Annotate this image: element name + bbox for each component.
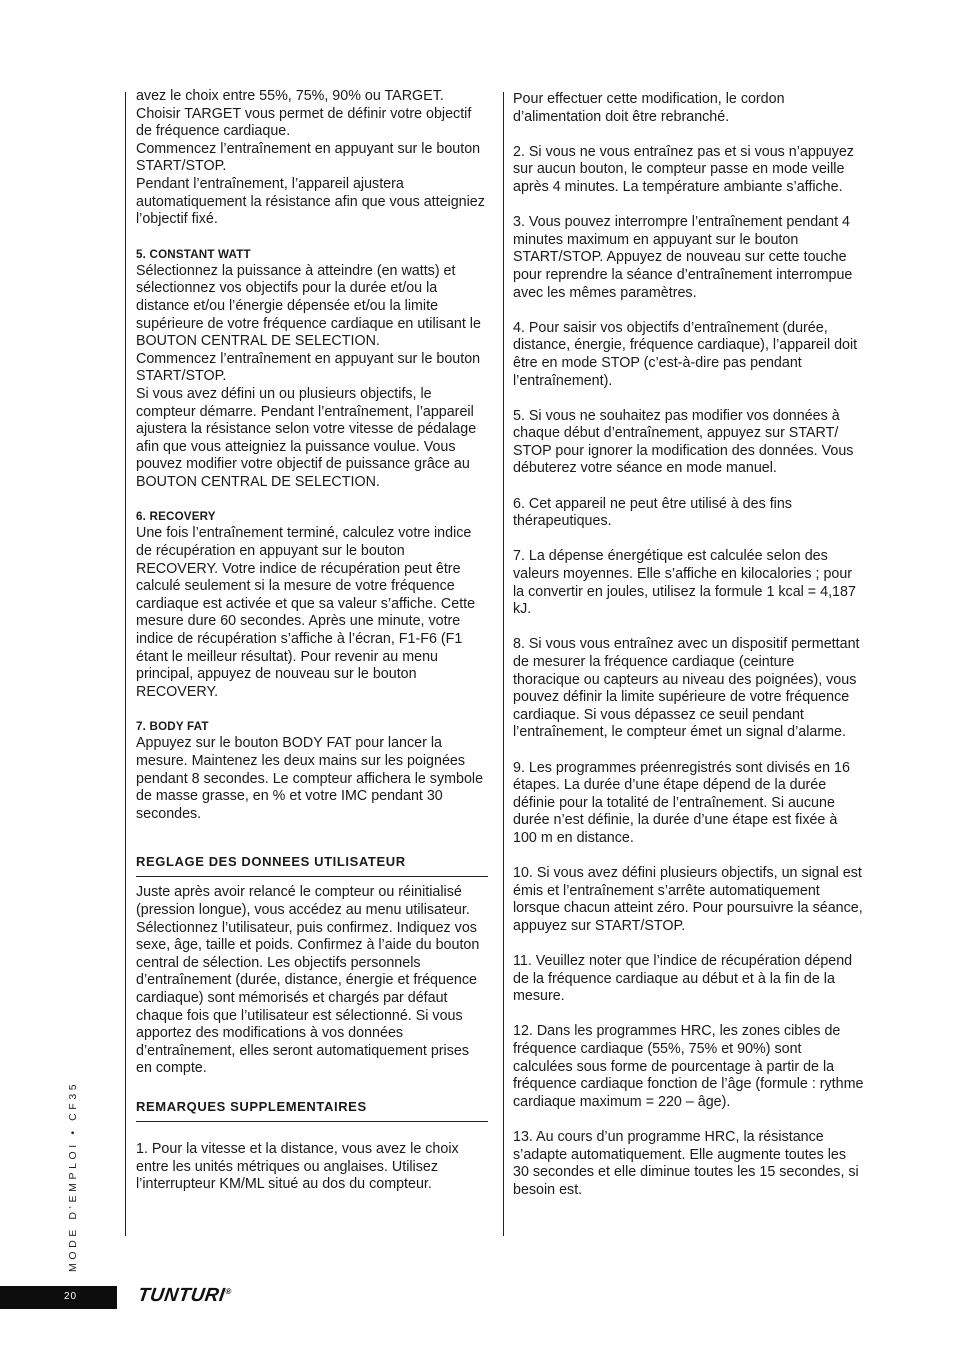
intro-paragraph: avez le choix entre 55%, 75%, 90% ou TARGET. Choisir TARGET vous permet de définir votre objectif de fréquence cardiaque. Commencez l’entraînement en appuyant sur le bouton START/STOP. Pendant l’entraînement, l’appareil ajustera automatiquement la résistance afin que vous atteigniez l’objectif fixé. — [136, 88, 485, 228]
body-fat-text: Appuyez sur le bouton BODY FAT pour lancer la mesure. Maintenez les deux mains sur les poignées pendant 8 secondes. Le compteur affichera le symbole de masse grasse, en % et votre IMC pendant 30 secondes. — [136, 735, 484, 822]
left-column-rule — [125, 92, 126, 1236]
recovery-text: Une fois l’entraînement terminé, calculez votre indice de récupération en appuyant sur le bouton RECOVERY. Votre indice de récupération peut être calculé seulement si la mesure de votre fréquence cardiaque est activée et que sa valeur s’affiche. Cette mesure dure 60 secondes. Après une minute, votre indice de récupération s’affiche à l’écran, F1-F6 (F1 étant le meilleur résultat). Pour revenir au menu principal, appuyez de nouveau sur le bouton RECOVERY. — [136, 525, 476, 700]
recovery-heading: 6. RECOVERY — [136, 510, 216, 524]
remark-item-7: 7. La dépense énergétique est calculée selon des valeurs moyennes. Elle s’affiche en kilocalories ; pour la convertir en joules, utilisez la formule 1 kcal = 4,187 kJ. — [513, 548, 856, 618]
constant-watt-text: Sélectionnez la puissance à atteindre (en watts) et sélectionnez vos objectifs pour la durée et/ou la distance et/ou l’énergie dépensée et/ou la limite supérieure de votre fréquence cardiaque en utilisant le BOUTON CENTRAL DE SELECTION. Commencez l’entraînement en appuyant sur le bouton START/STOP. Si vous avez défini un ou plusieurs objectifs, le compteur démarre. Pendant l’entraînement, l’appareil ajustera la résistance selon votre vitesse de pédalage afin que vous atteigniez la puissance voulue. Vous pouvez modifier votre objectif de puissance grâce au BOUTON CENTRAL DE SELECTION. — [136, 262, 481, 490]
remark-item-10: 10. Si vous avez défini plusieurs objectifs, un signal est émis et l’entraînement s’arrête automatiquement lorsque chacun atteint zéro. Pour poursuivre la séance, appuyez sur START/STOP. — [513, 865, 863, 934]
remarks-heading: REMARQUES SUPPLEMENTAIRES — [136, 1098, 488, 1122]
remark-item-9: 9. Les programmes préenregistrés sont divisés en 16 étapes. La durée d’une étape dépend de la durée définie pour la totalité de l’entraînement. Si aucune durée n’est définie, la durée d’une étape est fixée à 100 m en distance. — [513, 759, 850, 846]
tunturi-logo — [136, 1285, 232, 1307]
remark-item-1: 1. Pour la vitesse et la distance, vous avez le choix entre les unités métriques ou anglaises. Utilisez l’interrupteur KM/ML situé au dos du compteur. — [136, 1140, 459, 1193]
right-column — [513, 91, 865, 1199]
remark-item-5: 5. Si vous ne souhaitez pas modifier vos données à chaque début d’entraînement, appuyez sur START/ STOP pour ignorer la modification des données. Vous débuterez votre séance en mode manuel. — [513, 407, 854, 477]
constant-watt-heading: 5. CONSTANT WATT — [136, 247, 251, 261]
center-column-rule — [503, 92, 504, 1236]
remark-continuation: Pour effectuer cette modification, le cordon d’alimentation doit être rebranché. — [513, 91, 785, 125]
remark-item-4: 4. Pour saisir vos objectifs d’entraînement (durée, distance, énergie, fréquence cardiaque), l’appareil doit être en mode STOP (c’est-à-dire pas pendant l’entraînement). — [513, 319, 858, 389]
user-settings-heading: REGLAGE DES DONNEES UTILISATEUR — [136, 853, 488, 877]
body-fat-heading: 7. BODY FAT — [136, 720, 209, 734]
remark-item-3: 3. Vous pouvez interrompre l’entraînement pendant 4 minutes maximum en appuyant sur le bouton START/STOP. Appuyez de nouveau sur cette touche pour reprendre la séance d’entraînement interrompue avec les mêmes paramètres. — [513, 214, 853, 301]
remark-item-2: 2. Si vous ne vous entraînez pas et si vous n’appuyez sur aucun bouton, le compteur passe en mode veille après 4 minutes. La température ambiante s’affiche. — [513, 143, 854, 195]
page-number-box — [0, 1286, 117, 1309]
brand-name: TUNTURI — [136, 1285, 227, 1306]
registered-mark: ® — [224, 1287, 233, 1296]
remark-item-11: 11. Veuillez noter que l’indice de récupération dépend de la fréquence cardiaque au début et à la fin de la mesure. — [513, 953, 853, 1005]
remark-item-12: 12. Dans les programmes HRC, les zones cibles de fréquence cardiaque (55%, 75% et 90%) sont calculées sous forme de pourcentage à partir de la fréquence cardiaque fonction de l’âge (formule : rythme cardiaque maximum = 220 – âge). — [513, 1023, 864, 1110]
page-number: 20 — [64, 1291, 78, 1302]
remark-item-13: 13. Au cours d’un programme HRC, la résistance s’adapte automatiquement. Elle augmente toutes les 30 secondes et elle diminue toutes les 15 secondes, si besoin est. — [513, 1129, 859, 1198]
user-settings-text: Juste après avoir relancé le compteur ou réinitialisé (pression longue), vous accédez au menu utilisateur. Sélectionnez l’utilisateur, puis confirmez. Indiquez vos sexe, âge, taille et poids. Confirmez à l’aide du bouton central de sélection. Les objectifs personnels d’entraînement (durée, distance, énergie et fréquence cardiaque) sont mémorisés et chargés par défaut chaque fois que l’utilisateur est sélectionné. Si vous apportez des modifications à vos données d’entraînement, elles seront automatiquement prises en compte. — [136, 884, 480, 1077]
manual-side-label: MODE D’EMPLOI • CF35 — [67, 1080, 79, 1272]
remark-item-8: 8. Si vous vous entraînez avec un dispositif permettant de mesurer la fréquence cardiaque (ceinture thoracique ou capteurs au niveau des poignées), vous pouvez définir la limite supérieure de votre fréquence cardiaque. Si vous dépassez ce seuil pendant l’entraînement, le compteur émet un signal d’alarme. — [513, 636, 860, 741]
remark-item-6: 6. Cet appareil ne peut être utilisé à des fins thérapeutiques. — [513, 495, 792, 530]
left-column — [136, 88, 488, 1194]
